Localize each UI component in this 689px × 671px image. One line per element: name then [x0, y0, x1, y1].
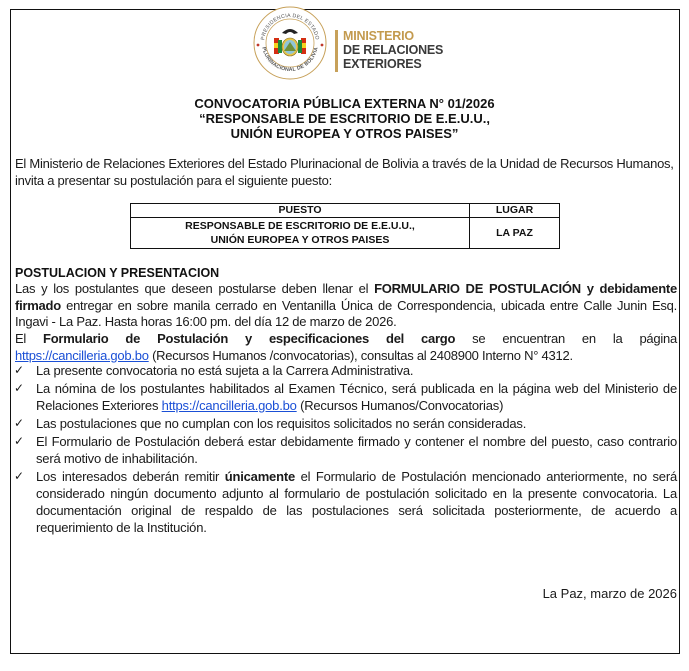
- list-item: [13, 415, 677, 432]
- header-lugar: LUGAR: [470, 204, 560, 218]
- document-title: [0, 96, 689, 141]
- item-text: Los interesados deberán remitir: [36, 469, 225, 484]
- p2-first-line: [15, 331, 677, 348]
- list-item: [13, 433, 677, 467]
- brand-line-1: MINISTERIO: [343, 29, 414, 43]
- checkmark-icon: ✓: [14, 363, 24, 377]
- p1-text-c: entregar en sobre manila cerrado en Ventanilla Única de Correspondencia, ubicada entre Calle Junin Esq. Ingavi - La Paz. Hasta horas 16:00 pm. del día 12 de marzo de 2026.: [15, 297, 677, 329]
- brand-line-2: DE RELACIONES: [343, 43, 444, 57]
- puesto-line-2: UNIÓN EUROPEA Y OTROS PAISES: [210, 234, 390, 246]
- checkmark-icon: ✓: [14, 434, 24, 448]
- intro-paragraph: El Ministerio de Relaciones Exteriores del Estado Plurinacional de Bolivia a través de la Unidad de Recursos Humanos, invita a presentar su postulación para el siguiente puesto:: [15, 156, 674, 188]
- p1-bold: FORMULARIO DE POSTULACIÓN y debidamente firmado: [15, 281, 677, 313]
- title-line-1: CONVOCATORIA PÚBLICA EXTERNA N° 01/2026: [194, 96, 495, 111]
- item-text-c: el Formulario de Postulación mencionado anteriormente, no será considerado ningún documento adjunto al formulario de postulación solicitado en la presente convocatoria. La documentación original de respaldo de las postulaciones será solicitada posteriormente, de acuerdo a requerimiento de la Institución.: [36, 469, 677, 535]
- cell-puesto: [131, 218, 470, 249]
- list-item: [13, 468, 677, 536]
- place-date: La Paz, marzo de 2026: [542, 586, 677, 601]
- checkmark-icon: ✓: [14, 381, 24, 395]
- table-header-row: [131, 204, 560, 218]
- checkmark-icon: ✓: [14, 416, 24, 430]
- svg-text:PLURINACIONAL DE BOLIVIA: PLURINACIONAL DE BOLIVIA: [260, 46, 320, 74]
- item-text: Las postulaciones que no cumplan con los requisitos solicitados no serán consideradas.: [36, 416, 527, 431]
- checkmark-icon: ✓: [14, 469, 24, 483]
- item-text: La nómina de los postulantes habilitados al Examen Técnico, será publicada en la página web del Ministerio de Relaciones Exteriores: [36, 381, 677, 413]
- cancilleria-link[interactable]: https://cancilleria.gob.bo: [15, 347, 149, 363]
- requirements-list: [13, 362, 677, 537]
- list-item: [13, 380, 677, 414]
- brand-divider: [335, 30, 338, 72]
- cell-lugar: LA PAZ: [470, 218, 560, 249]
- bolivia-state-seal-logo: [252, 5, 328, 81]
- p2-text-c: se encuentran en la página: [455, 331, 677, 346]
- svg-text:PRESIDENCIA DEL ESTADO: PRESIDENCIA DEL ESTADO: [260, 12, 320, 41]
- puesto-line-1: RESPONSABLE DE ESCRITORIO DE E.E.U.U.,: [185, 220, 415, 232]
- p1-text-a: Las y los postulantes que deseen postularse deben llenar el: [15, 281, 375, 296]
- ministry-wordmark: [343, 29, 443, 71]
- application-paragraph: [15, 281, 677, 331]
- letterhead: [0, 0, 689, 90]
- section-heading: POSTULACION Y PRESENTACION: [15, 266, 220, 280]
- form-info-paragraph: [15, 331, 677, 364]
- title-line-3: UNIÓN EUROPEA Y OTROS PAISES”: [230, 126, 459, 141]
- header-puesto: PUESTO: [131, 204, 470, 218]
- title-line-2: “RESPONSABLE DE ESCRITORIO DE E.E.U.U.,: [199, 111, 490, 126]
- item-text: La presente convocatoria no está sujeta a la Carrera Administrativa.: [36, 363, 414, 378]
- brand-line-3: EXTERIORES: [343, 57, 422, 71]
- p2-text-d: (Recursos Humanos /convocatorias), consultas al 2408900 Interno N° 4312.: [148, 347, 573, 363]
- p2-bold: Formulario de Postulación y especificaciones del cargo: [43, 331, 456, 346]
- cancilleria-link[interactable]: https://cancilleria.gob.bo: [161, 398, 297, 413]
- position-table: [130, 203, 560, 249]
- list-item: [13, 362, 677, 379]
- table-row: [131, 218, 560, 249]
- item-bold: únicamente: [224, 469, 295, 484]
- item-text-b: (Recursos Humanos/Convocatorias): [296, 398, 504, 413]
- item-text: El Formulario de Postulación deberá estar debidamente firmado y contener el nombre del puesto, caso contrario será motivo de inhabilitación.: [36, 434, 677, 466]
- p2-text-a: El: [15, 331, 44, 346]
